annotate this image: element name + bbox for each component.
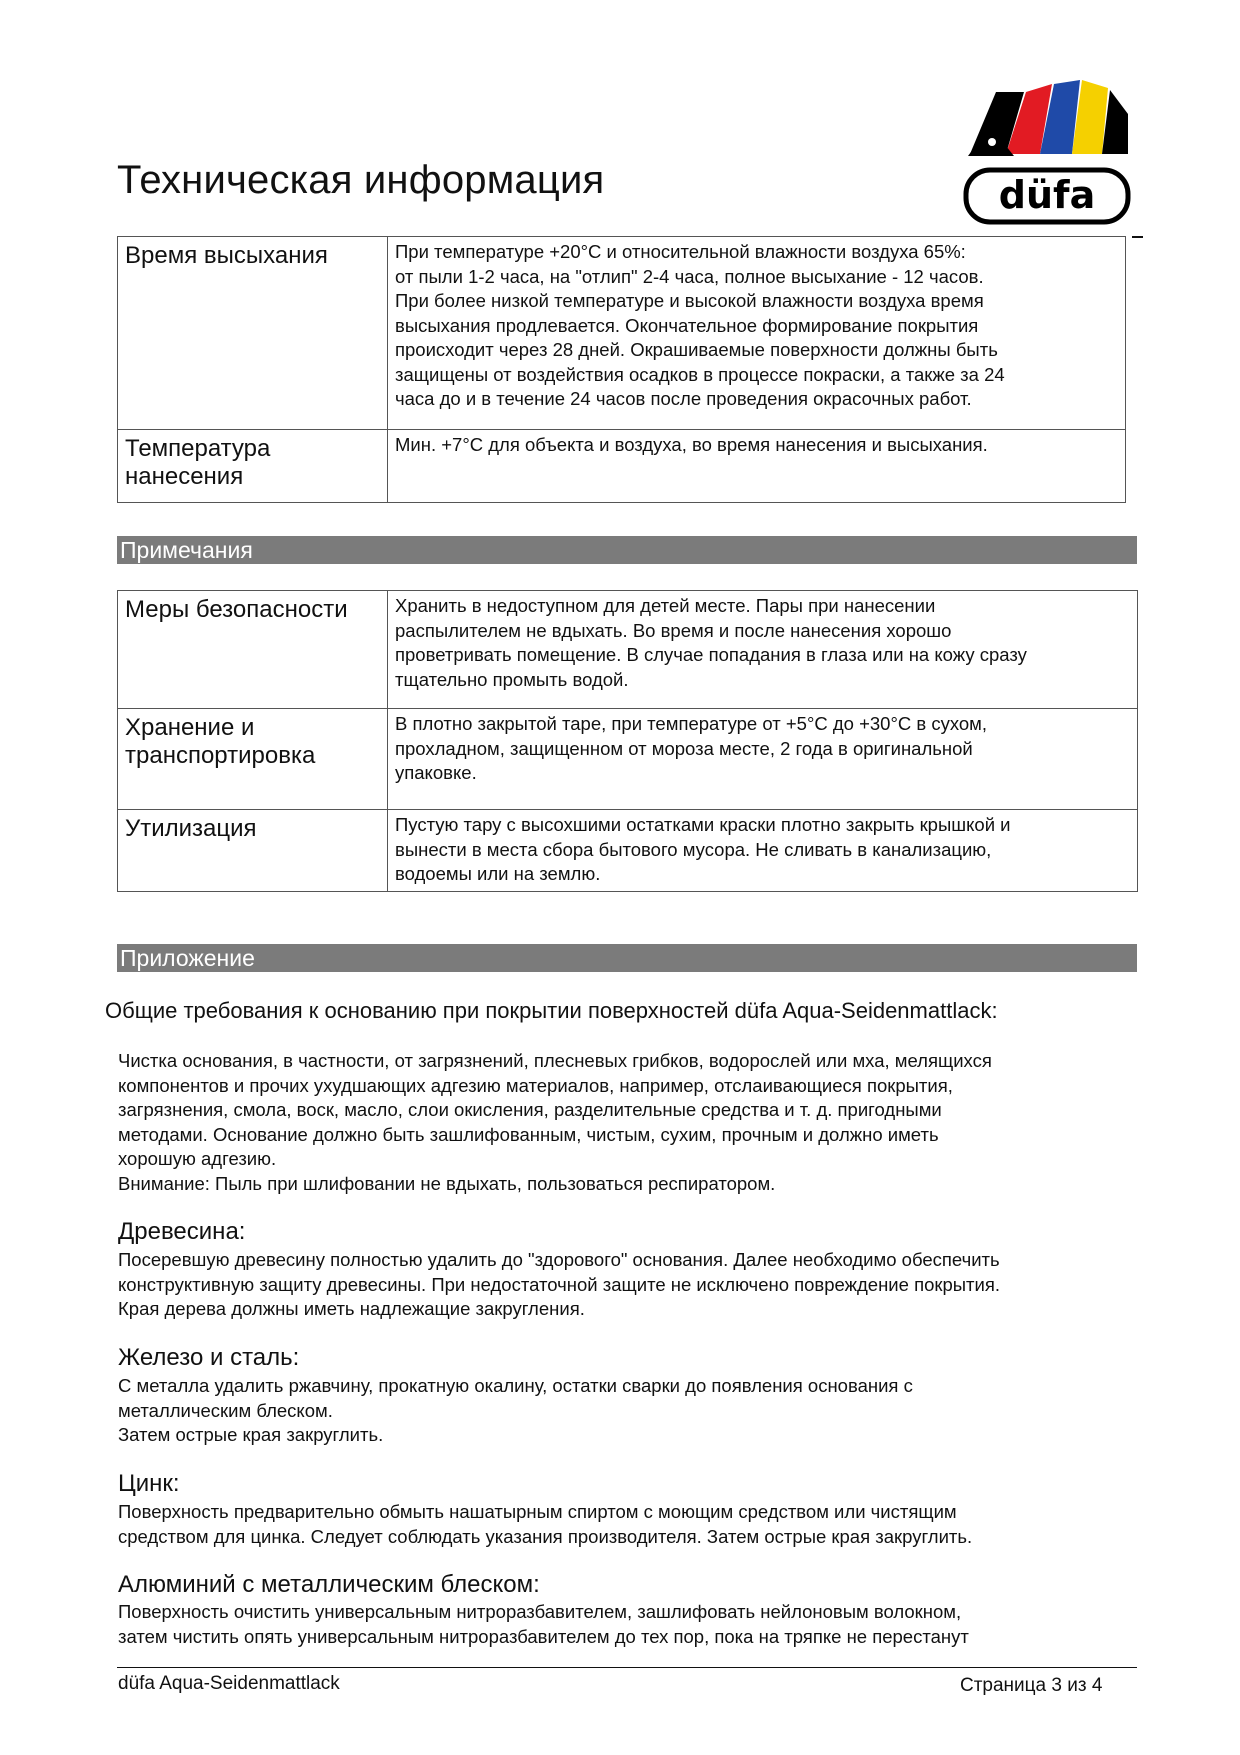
row-value: Мин. +7°С для объекта и воздуха, во время нанесения и высыхания. [388, 430, 1126, 503]
heading-wood: Древесина: [118, 1218, 246, 1245]
row-value: В плотно закрытой таре, при температуре от +5°С до +30°С в сухом, прохладном, защищенном от мороза месте, 2 года в оригинальной упаковке. [388, 709, 1138, 810]
row-label: Время высыхания [118, 237, 388, 430]
section-bar-notes: Примечания [117, 536, 1137, 564]
notes-table [117, 590, 1138, 892]
table-row [118, 430, 1126, 503]
page-title: Техническая информация [117, 158, 605, 202]
row-label: Утилизация [118, 810, 388, 892]
heading-iron-steel: Железо и сталь: [118, 1344, 300, 1371]
dufa-logo [962, 74, 1134, 228]
paragraph-iron-steel: С металла удалить ржавчину, прокатную окалину, остатки сварки до появления основания с металлическим блеском. Затем острые края закруглить. [118, 1375, 913, 1445]
row-label: Меры безопасности [118, 591, 388, 709]
table-row [118, 591, 1138, 709]
footer-rule [117, 1667, 1137, 1668]
warning-line: Внимание: Пыль при шлифовании не вдыхать, пользоваться респиратором. [118, 1172, 776, 1194]
logo-wordmark: düfa [998, 173, 1096, 217]
table-row [118, 810, 1138, 892]
paragraph-zinc: Поверхность предварительно обмыть нашатырным спиртом с моющим средством или чистящим средством для цинка. Следует соблюдать указания производителя. Затем острые края закруглить. [118, 1501, 973, 1547]
appendix-subheading: Общие требования к основанию при покрытии поверхностей düfa Aqua-Seidenmattlack: [105, 998, 998, 1023]
row-label: Температура нанесения [118, 430, 388, 503]
paragraph-aluminium: Поверхность очистить универсальным нитроразбавителем, зашлифовать нейлоновым волокном, затем чистить опять универсальным нитроразбавителем до тех пор, пока на тряпке не перестанут [118, 1601, 969, 1647]
logo-fan [968, 80, 1128, 156]
row-label: Хранение и транспортировка [118, 709, 388, 810]
general-paragraph: Чистка основания, в частности, от загрязнений, плесневых грибков, водорослей или мха, мелящихся компонентов и прочих ухудшающих адгезию материалов, например, отслаивающиеся покрытия, загрязнения, смола, воск, масло, слои окисления, разделительные средства и т. д. пригодными методами. Основание должно быть зашлифованным, чистым, сухим, прочным и должно иметь хорошую адгезию. Внимание: Пыль при шлифовании не вдыхать, пользоваться респиратором. [118, 1049, 1138, 1196]
footer-product: düfa Aqua-Seidenmattlack [118, 1673, 340, 1694]
row-value: Пустую тару с высохшими остатками краски плотно закрыть крышкой и вынести в места сбора бытового мусора. Не сливать в канализацию, водоемы или на землю. [388, 810, 1138, 892]
footer-page-number: Страница 3 из 4 [960, 1675, 1103, 1696]
heading-zinc: Цинк: [118, 1470, 180, 1497]
row-value: При температуре +20°С и относительной влажности воздуха 65%: от пыли 1-2 часа, на "отлип" 2-4 часа, полное высыхание - 12 часов. При более низкой температуре и высокой влажности воздуха время высыхания продлевается. Окончательное формирование покрытия происходит через 28 дней. Окрашиваемые поверхности должны быть защищены от воздействия осадков в процессе покраски, а также за 24 часа до и в течение 24 часов после проведения окрасочных работ. [388, 237, 1126, 430]
row-value: Хранить в недоступном для детей месте. Пары при нанесении распылителем не вдыхать. Во время и после нанесения хорошо проветривать помещение. В случае попадания в глаза или на кожу сразу тщательно промыть водой. [388, 591, 1138, 709]
drying-table [117, 236, 1126, 503]
table-row [118, 237, 1126, 430]
table-row [118, 709, 1138, 810]
section-bar-appendix: Приложение [117, 944, 1137, 972]
header-rule [1132, 236, 1143, 238]
paragraph-wood: Посеревшую древесину полностью удалить до "здорового" основания. Далее необходимо обеспечить конструктивную защиту древесины. При недостаточной защите не исключено повреждение покрытия. Края дерева должны иметь надлежащие закругления. [118, 1249, 1001, 1319]
heading-aluminium: Алюминий с металлическим блеском: [118, 1571, 540, 1598]
